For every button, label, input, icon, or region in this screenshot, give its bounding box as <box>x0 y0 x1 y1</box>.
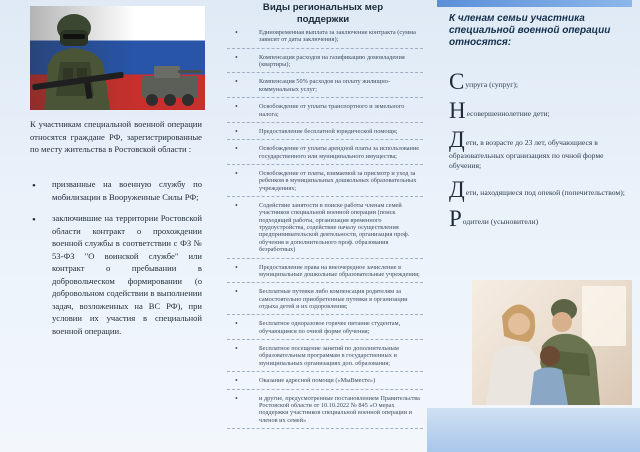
middle-panel <box>213 0 427 452</box>
initial-letter: Р <box>449 205 462 231</box>
item-text: ети, в возрасте до 23 лет, обучающиеся в образовательных организациях по очной форме обучения; <box>449 138 604 171</box>
list-item <box>449 178 634 201</box>
list-item: • заключившие на территории Ростовской области контракт о прохождении военной службы в соответствии с ФЗ № 53-ФЗ "О воинской службе" или контракт о пребывании в добровольческом формировании (о добровольном содействии в выполнении задач, возложенных на ВС РФ), при условии их участия в специальной военной операции. <box>30 212 202 337</box>
initial-letter: Д <box>449 176 465 202</box>
family-hug-icon <box>472 280 632 405</box>
participant-criteria-list <box>30 178 202 347</box>
list-item <box>449 70 634 93</box>
list-item: • Предоставление права на внеочередное зачисление в муниципальные дошкольные образовательные учреждения; <box>227 264 423 284</box>
family-photo <box>472 280 632 405</box>
list-item: • Предоставление бесплатной юридической помощи; <box>227 128 423 140</box>
item-text: упруга (супруг); <box>465 80 518 89</box>
family-members-title: К членам семьи участника специальной военной операции относятся: <box>449 13 611 49</box>
list-item <box>449 99 634 122</box>
list-item: • Единовременная выплата за заключение контракта (сумма зависит от даты заключения); <box>227 29 423 49</box>
list-item <box>449 207 634 230</box>
item-text: одители (усыновители) <box>462 216 539 226</box>
list-item: • Компенсация 50% расходов на оплату жилищно-коммунальных услуг; <box>227 78 423 98</box>
list-item: • Бесплатное посещение занятий по дополнительным образовательным программам в государственных и муниципальных организациях доп. образования; <box>227 345 423 372</box>
intro-text: К участникам специальной военной операции относятся граждане РФ, зарегистрированные по месту жительства в Ростовской области : <box>30 119 202 155</box>
list-item: • Освобождение от уплаты транспортного и земельного налога; <box>227 103 423 123</box>
list-item: • Оказание адресной помощи («МыВместе») <box>227 377 423 389</box>
left-panel <box>0 0 213 452</box>
list-item: • Компенсация расходов на газификацию домовладения (квартиры); <box>227 54 423 74</box>
top-accent-strip <box>437 0 632 7</box>
list-item: • Бесплатное одноразовое горячее питание студентам, обучающимся по очной форме обучения; <box>227 320 423 340</box>
list-item: • и другие, предусмотренные постановлением Правительства Ростовской области от 10.10.2022 № 845 «О мерах поддержки участников специальной военной операции и членов их семей» <box>227 395 423 429</box>
list-item: • призванные на военную службу по мобилизации в Вооруженные Силы РФ; <box>30 178 202 203</box>
soldier-silhouette-icon <box>30 6 205 110</box>
family-members-list <box>449 70 634 236</box>
bottom-accent-band <box>427 408 640 452</box>
list-item <box>449 128 634 172</box>
list-item: • Содействие занятости в поиске работы членам семей участников специальной военной операции (поиск подходящей работы, организация временного трудоустройства, содействие началу осуществления предпринимательской деятельности, организация проф. обучения и дополнительного проф. образования безработных) <box>227 202 423 259</box>
page-title: Виды региональных мер поддержки <box>262 2 384 26</box>
initial-letter: Д <box>449 127 465 152</box>
soldier-flag-image <box>30 6 205 110</box>
right-panel <box>427 0 640 452</box>
list-item: • Освобождение от уплаты арендной платы за использование государственного или муниципального имущества; <box>227 145 423 165</box>
list-item: • Бесплатные путевки либо компенсация родителям за самостоятельно приобретенные путевки в организации отдыха детей и их оздоровления; <box>227 288 423 315</box>
list-item: • Освобождение от платы, взимаемой за присмотр и уход за ребенком в муниципальных дошкольных образовательных учреждениях; <box>227 170 423 197</box>
item-text: ети, находящиеся под опекой (попечительством); <box>465 187 625 197</box>
initial-letter: Н <box>449 98 466 123</box>
item-text: есовершеннолетние дети; <box>466 109 550 118</box>
support-measures-list <box>227 29 423 434</box>
initial-letter: С <box>449 69 465 94</box>
